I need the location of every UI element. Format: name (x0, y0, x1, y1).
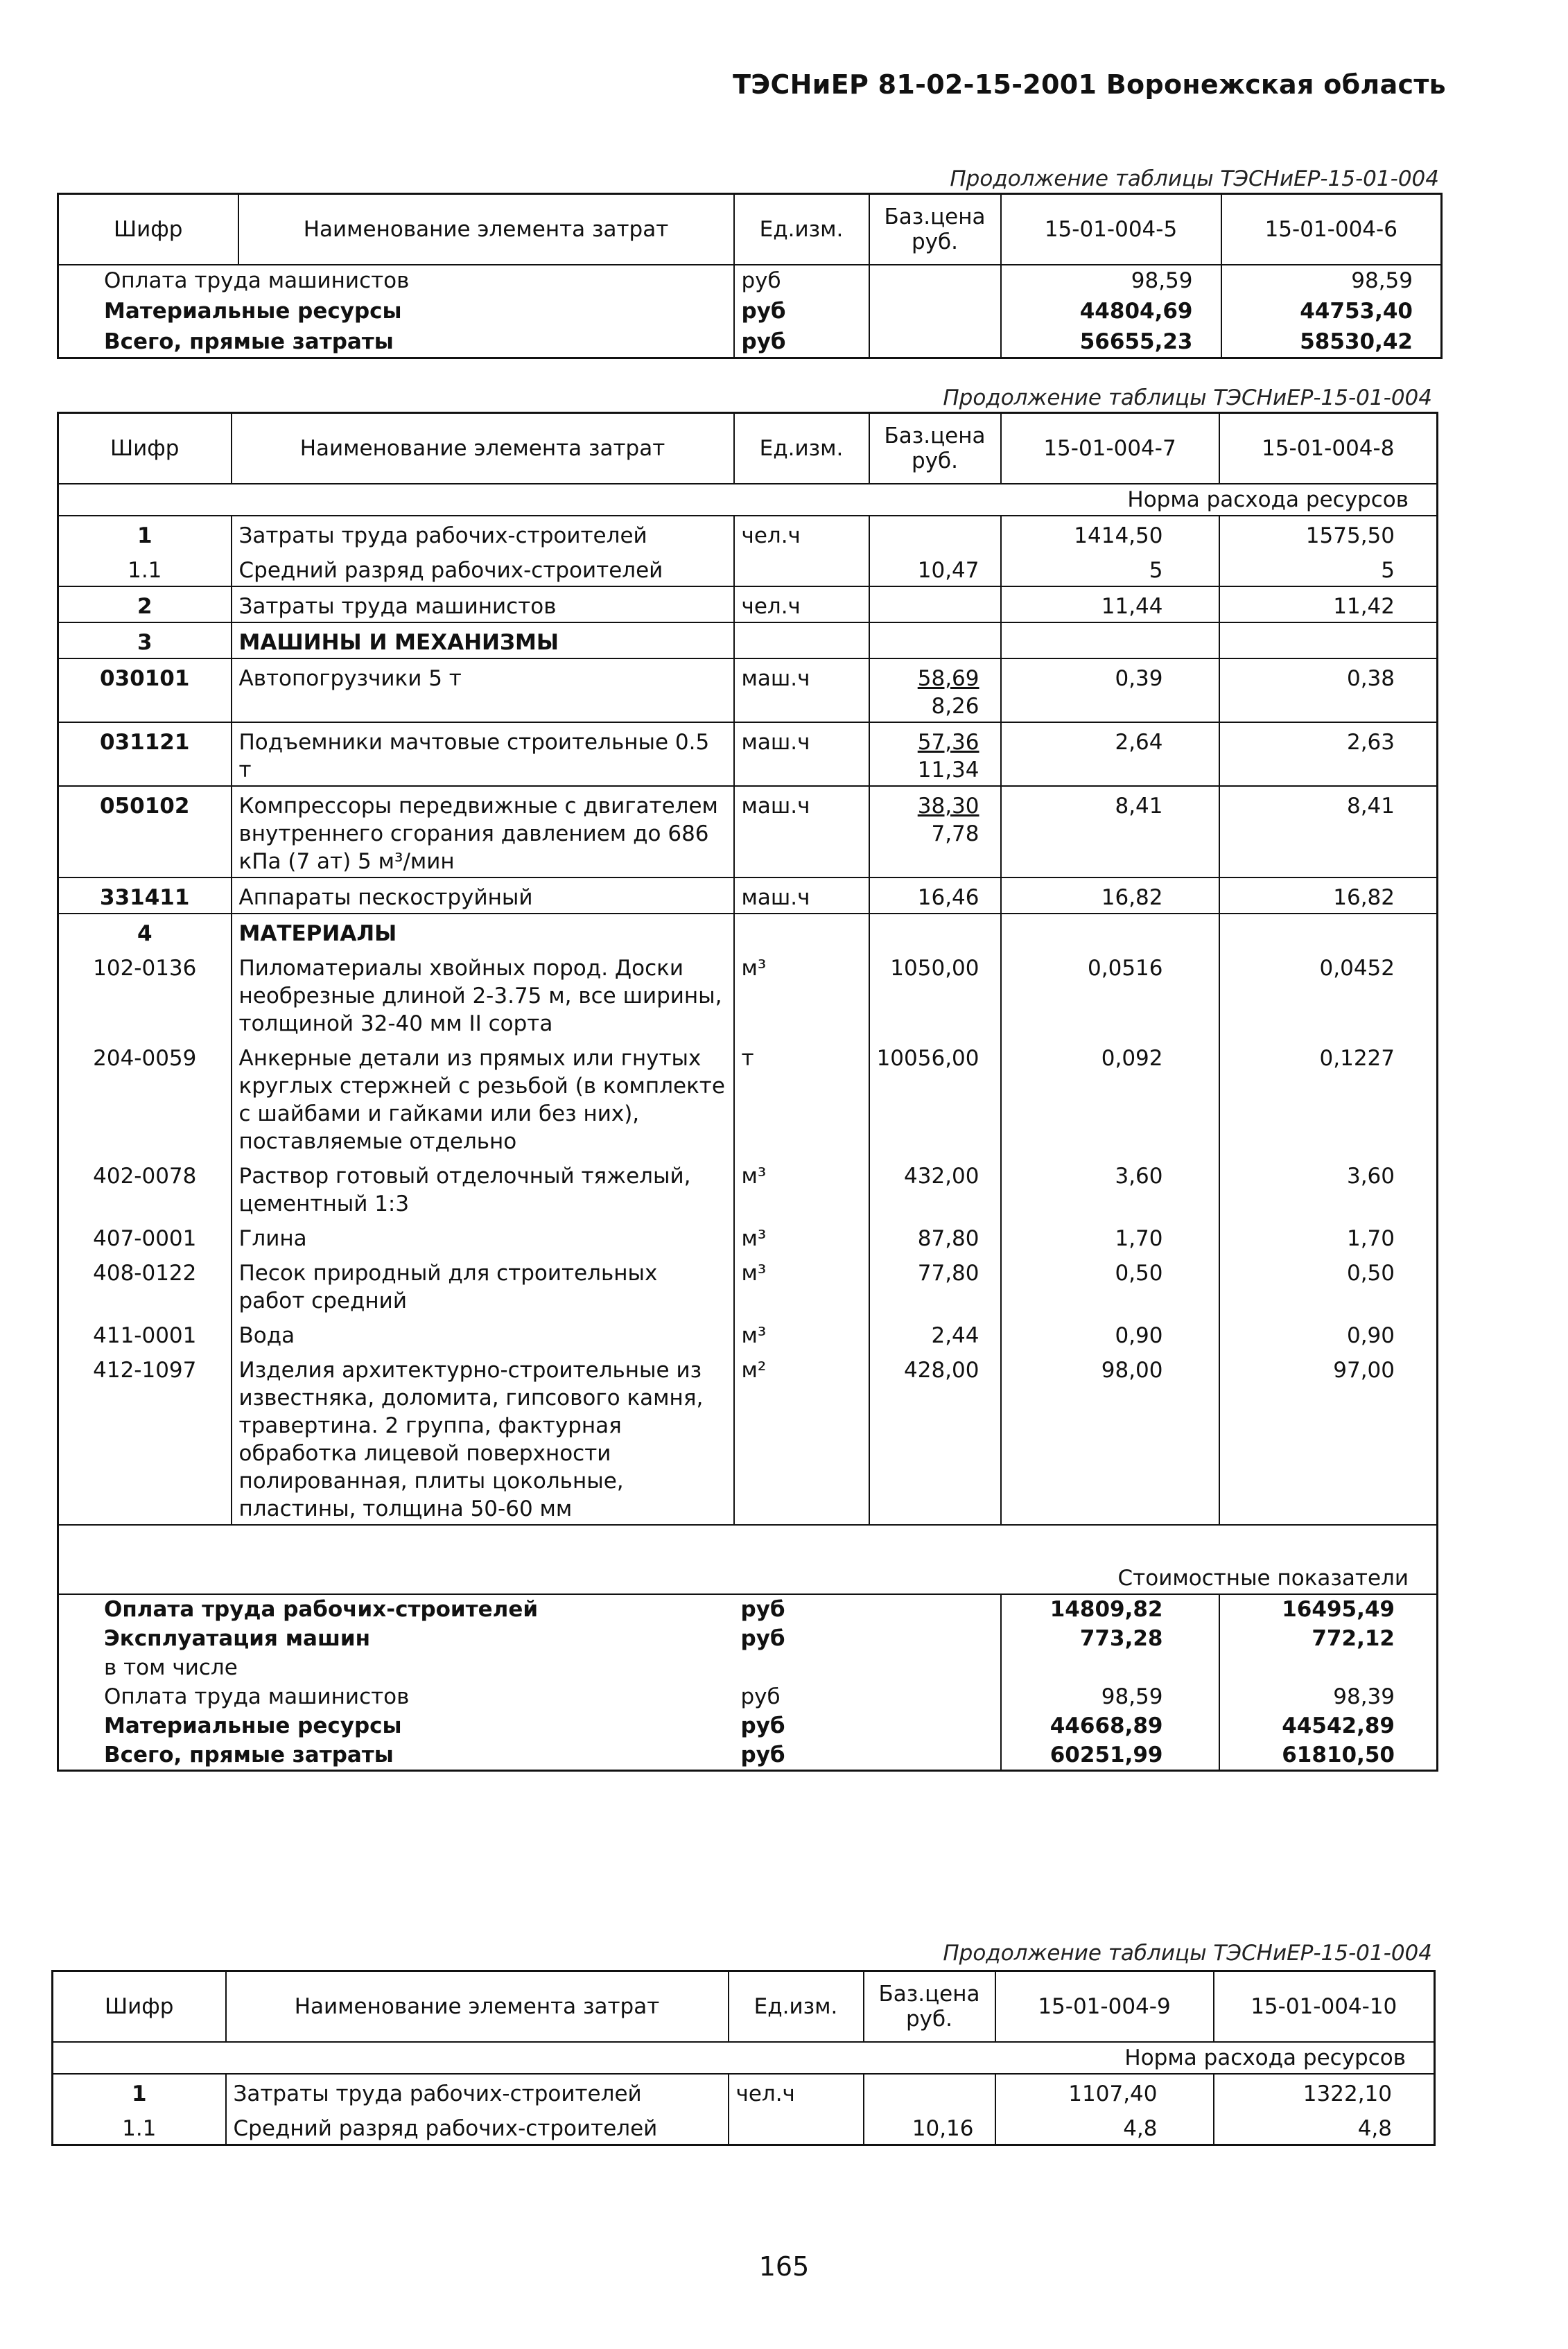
row-code: 030101 (58, 658, 232, 722)
row-unit: маш.ч (734, 877, 869, 914)
row-price (864, 2074, 995, 2109)
row-value-1: 0,50 (1001, 1254, 1219, 1316)
table-row (58, 1039, 1438, 1157)
table-header (58, 413, 1438, 484)
cost-unit: руб (740, 1713, 785, 1738)
row-name: Средний разряд рабочих-строителей (226, 2109, 729, 2145)
cost-name: в том числе (104, 1655, 238, 1680)
cost-value-1: 14809,82 (1001, 1594, 1219, 1624)
cost-value-2: 772,12 (1219, 1624, 1438, 1653)
cost-value-1: 98,59 (1001, 1682, 1219, 1711)
row-value-1: 8,41 (1001, 786, 1219, 877)
cost-value-1: 60251,99 (1001, 1740, 1219, 1771)
table-2 (57, 412, 1438, 1772)
cost-name: Эксплуатация машин (104, 1626, 371, 1651)
row-unit (734, 622, 869, 658)
cost-row (58, 1711, 1438, 1740)
row-value-1: 0,39 (1001, 658, 1219, 722)
col-code: Шифр (58, 413, 232, 484)
cost-value-1: 773,28 (1001, 1624, 1219, 1653)
row-value-1: 11,44 (1001, 586, 1219, 622)
row-value-1 (1001, 914, 1219, 949)
col-price: Баз.цена руб. (869, 194, 1001, 265)
row-name: МАШИНЫ И МЕХАНИЗМЫ (232, 622, 734, 658)
row-value-2: 3,60 (1219, 1157, 1438, 1219)
table-3-body (53, 2074, 1435, 2145)
col-name: Наименование элемента затрат (232, 413, 734, 484)
row-price (869, 586, 1001, 622)
row-code: 1.1 (122, 2116, 157, 2141)
row-price: 77,80 (869, 1254, 1001, 1316)
row-unit: м³ (734, 949, 869, 1039)
table-row (58, 516, 1438, 551)
table-2-body (58, 516, 1438, 1525)
cost-unit (734, 1653, 869, 1682)
row-price: 428,00 (869, 1351, 1001, 1525)
row-price (869, 516, 1001, 551)
row-value-2: 5 (1219, 551, 1438, 586)
table-3 (51, 1970, 1436, 2146)
table-row (58, 1254, 1438, 1316)
row-unit: м³ (734, 1157, 869, 1219)
row-value-1: 4,8 (995, 2109, 1214, 2145)
col-code: Шифр (53, 1971, 226, 2043)
row-unit: чел.ч (729, 2074, 864, 2109)
row-value-2: 0,38 (1219, 658, 1438, 722)
cost-row (58, 1653, 1438, 1682)
row-value-2: 0,0452 (1219, 949, 1438, 1039)
row-price (869, 658, 1001, 722)
cost-name: Всего, прямые затраты (104, 1743, 394, 1767)
row-name: Затраты труда рабочих-строителей (232, 516, 734, 551)
cost-value-2: 16495,49 (1219, 1594, 1438, 1624)
row-value-1: 1107,40 (995, 2074, 1214, 2109)
cost-name: Оплата труда рабочих-строителей (104, 1597, 539, 1622)
row-code: 411-0001 (93, 1323, 197, 1348)
row-value-2: 0,90 (1219, 1316, 1438, 1351)
row-unit (734, 551, 869, 586)
row-value-1: 0,092 (1001, 1039, 1219, 1157)
section-heading-row (58, 622, 1438, 658)
cost-unit: руб (740, 1597, 785, 1622)
row-price (869, 786, 1001, 877)
col-v2: 15-01-004-8 (1219, 413, 1438, 484)
row-unit (734, 914, 869, 949)
col-v1: 15-01-004-9 (995, 1971, 1214, 2043)
row-unit: т (734, 1039, 869, 1157)
row-unit: маш.ч (734, 658, 869, 722)
table-row (58, 722, 1438, 786)
price-labor: 8,26 (931, 694, 979, 719)
row-value-2: 0,50 (1219, 1254, 1438, 1316)
continuation-caption-3: Продолжение таблицы ТЭСНиЕР-15-01-004 (943, 1941, 1432, 1966)
row-unit: маш.ч (734, 722, 869, 786)
row-price: 16,46 (869, 877, 1001, 914)
table-row (58, 786, 1438, 877)
cost-row (58, 1594, 1438, 1624)
row-code: 1.1 (128, 558, 162, 583)
row-code: 408-0122 (93, 1261, 197, 1286)
col-v2: 15-01-004-10 (1214, 1971, 1435, 2043)
row-value-1: 1,70 (1001, 1219, 1219, 1254)
row-name: Затраты труда машинистов (232, 586, 734, 622)
cost-value-2 (1219, 1653, 1438, 1682)
row-code: 412-1097 (93, 1358, 197, 1383)
row-unit: чел.ч (734, 586, 869, 622)
row-price (869, 722, 1001, 786)
row-name: Вода (232, 1316, 734, 1351)
row-unit: м² (734, 1351, 869, 1525)
row-value-2 (1219, 622, 1438, 658)
price-base: 38,30 (917, 794, 979, 819)
row-code: 407-0001 (93, 1226, 197, 1251)
row-name: Компрессоры передвижные с двигателем внутреннего сгорания давлением до 686 кПа (7 ат) 5 м³/мин (232, 786, 734, 877)
table-row (53, 2074, 1435, 2109)
row-name: Изделия архитектурно-строительные из известняка, доломита, гипсового камня, травертина. 2 группа, фактурная обработка лицевой поверхности полированная, плиты цокольные, пластины, толщина 50-60 мм (232, 1351, 734, 1525)
row-value-1: 3,60 (1001, 1157, 1219, 1219)
table-header (53, 1971, 1435, 2043)
row-name: МАТЕРИАЛЫ (232, 914, 734, 949)
row-code: 102-0136 (93, 956, 197, 981)
row-name: Песок природный для строительных работ средний (232, 1254, 734, 1316)
row-name: Раствор готовый отделочный тяжелый, цементный 1:3 (232, 1157, 734, 1219)
cost-name: Оплата труда машинистов (104, 1684, 410, 1709)
row-name: Глина (232, 1219, 734, 1254)
row-name: Аппараты пескоструйный (232, 877, 734, 914)
row-unit: м³ (734, 1219, 869, 1254)
row-price: 10,47 (869, 551, 1001, 586)
cost-value-2: 61810,50 (1219, 1740, 1438, 1771)
row-value-2: 8,41 (1219, 786, 1438, 877)
table-row: Всего, прямые затраты руб 56655,23 58530,42 (58, 326, 1442, 358)
table-row (58, 949, 1438, 1039)
cost-caption-row: Стоимостные показатели (58, 1525, 1438, 1594)
row-unit: м³ (734, 1316, 869, 1351)
row-price: 432,00 (869, 1157, 1001, 1219)
row-value-2: 1,70 (1219, 1219, 1438, 1254)
table-row (58, 877, 1438, 914)
row-value-1: 0,90 (1001, 1316, 1219, 1351)
row-unit: чел.ч (734, 516, 869, 551)
row-value-2: 1322,10 (1214, 2074, 1435, 2109)
table-header (58, 194, 1442, 265)
section-heading-row (58, 914, 1438, 949)
row-value-2: 2,63 (1219, 722, 1438, 786)
row-code: 402-0078 (93, 1164, 197, 1189)
row-code: 3 (58, 622, 232, 658)
page-number: 165 (758, 2251, 810, 2282)
page-header: ТЭСНиЕР 81-02-15-2001 Воронежская область (733, 69, 1446, 100)
continuation-caption-2: Продолжение таблицы ТЭСНиЕР-15-01-004 (943, 385, 1432, 410)
table-row (58, 658, 1438, 722)
price-labor: 11,34 (917, 758, 979, 783)
table-row (58, 586, 1438, 622)
row-name: Анкерные детали из прямых или гнутых круглых стержней с резьбой (в комплекте с шайбами и гайками или без них), поставляемые отдельно (232, 1039, 734, 1157)
norm-caption-row: Норма расхода ресурсов (58, 484, 1438, 516)
row-name: Затраты труда рабочих-строителей (226, 2074, 729, 2109)
row-price: 10,16 (864, 2109, 995, 2145)
cost-value-2: 98,39 (1219, 1682, 1438, 1711)
row-price: 87,80 (869, 1219, 1001, 1254)
table-row (58, 1316, 1438, 1351)
row-code: 204-0059 (93, 1046, 197, 1071)
row-code: 1 (53, 2074, 226, 2109)
row-name: Средний разряд рабочих-строителей (232, 551, 734, 586)
row-value-1: 1414,50 (1001, 516, 1219, 551)
col-unit: Ед.изм. (734, 413, 869, 484)
row-unit: маш.ч (734, 786, 869, 877)
table-row (53, 2109, 1435, 2145)
table-row (58, 551, 1438, 586)
row-name: Автопогрузчики 5 т (232, 658, 734, 722)
row-code: 1 (58, 516, 232, 551)
row-value-2: 11,42 (1219, 586, 1438, 622)
row-value-2: 97,00 (1219, 1351, 1438, 1525)
cost-unit: руб (740, 1626, 785, 1651)
col-name: Наименование элемента затрат (238, 194, 734, 265)
col-name: Наименование элемента затрат (226, 1971, 729, 2043)
row-price: 10056,00 (869, 1039, 1001, 1157)
row-value-1: 16,82 (1001, 877, 1219, 914)
table-2-cost-body (58, 1594, 1438, 1771)
row-unit (729, 2109, 864, 2145)
row-value-1 (1001, 622, 1219, 658)
row-name: Подъемники мачтовые строительные 0.5 т (232, 722, 734, 786)
cost-unit: руб (740, 1684, 781, 1709)
col-v1: 15-01-004-7 (1001, 413, 1219, 484)
row-code: 050102 (58, 786, 232, 877)
norm-caption-row: Норма расхода ресурсов (53, 2042, 1435, 2074)
row-code: 4 (58, 914, 232, 949)
table-row: Оплата труда машинистов руб 98,59 98,59 (58, 265, 1442, 296)
price-labor: 7,78 (931, 821, 979, 846)
table-row (58, 1157, 1438, 1219)
row-value-1: 0,0516 (1001, 949, 1219, 1039)
row-price (869, 914, 1001, 949)
cost-value-1: 44668,89 (1001, 1711, 1219, 1740)
cost-unit: руб (740, 1743, 785, 1767)
price-base: 57,36 (917, 730, 979, 755)
row-price: 1050,00 (869, 949, 1001, 1039)
cost-value-1 (1001, 1653, 1219, 1682)
row-name: Пиломатериалы хвойных пород. Доски необрезные длиной 2-3.75 м, все ширины, толщиной 32-40 мм II сорта (232, 949, 734, 1039)
row-value-2: 16,82 (1219, 877, 1438, 914)
cost-row (58, 1624, 1438, 1653)
col-unit: Ед.изм. (729, 1971, 864, 2043)
row-value-2: 4,8 (1214, 2109, 1435, 2145)
continuation-caption-1: Продолжение таблицы ТЭСНиЕР-15-01-004 (950, 166, 1439, 191)
col-v1: 15-01-004-5 (1001, 194, 1221, 265)
table-row (58, 1351, 1438, 1525)
row-value-2: 1575,50 (1219, 516, 1438, 551)
col-price: Баз.цена руб. (869, 413, 1001, 484)
row-value-1: 2,64 (1001, 722, 1219, 786)
col-code: Шифр (58, 194, 238, 265)
row-price: 2,44 (869, 1316, 1001, 1351)
row-code: 2 (58, 586, 232, 622)
row-price (869, 622, 1001, 658)
row-unit: м³ (734, 1254, 869, 1316)
cost-row (58, 1740, 1438, 1771)
row-code: 331411 (58, 877, 232, 914)
cost-row (58, 1682, 1438, 1711)
row-value-1: 5 (1001, 551, 1219, 586)
col-price: Баз.цена руб. (864, 1971, 995, 2043)
row-code: 031121 (58, 722, 232, 786)
table-row: Материальные ресурсы руб 44804,69 44753,40 (58, 296, 1442, 326)
cost-value-2: 44542,89 (1219, 1711, 1438, 1740)
cost-name: Материальные ресурсы (104, 1713, 402, 1738)
row-value-2: 0,1227 (1219, 1039, 1438, 1157)
col-unit: Ед.изм. (734, 194, 869, 265)
table-row (58, 1219, 1438, 1254)
table-1 (57, 193, 1443, 359)
col-v2: 15-01-004-6 (1221, 194, 1442, 265)
price-base: 58,69 (917, 666, 979, 691)
row-value-1: 98,00 (1001, 1351, 1219, 1525)
row-value-2 (1219, 914, 1438, 949)
